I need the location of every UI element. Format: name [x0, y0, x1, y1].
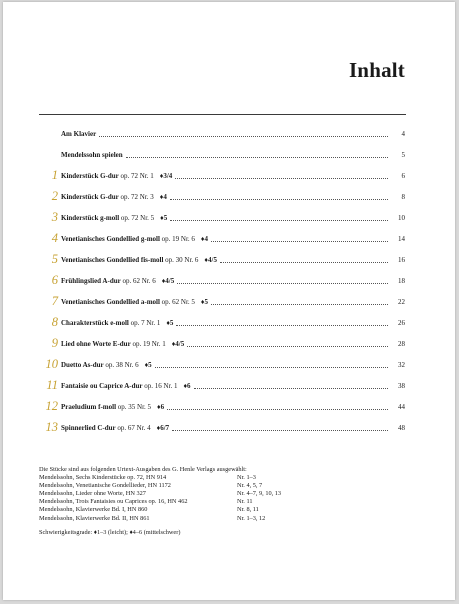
difficulty-legend: Schwierigkeitsgrade: ♦1–3 (leicht); ♦4–6 (mittelschwer)	[39, 528, 181, 536]
toc-entry-page: 8	[401, 192, 405, 201]
toc-entry-title: Duetto As-dur	[61, 360, 104, 369]
dot-leader	[187, 341, 388, 347]
toc-entry-opus: op. 19 Nr. 1	[132, 339, 166, 348]
toc-entry-page: 28	[398, 339, 405, 348]
toc-entry-opus: op. 30 Nr. 6	[165, 255, 199, 264]
toc-entry-difficulty: ♦4/5	[161, 276, 175, 285]
dot-leader	[172, 425, 388, 431]
toc-entry[interactable]	[39, 396, 405, 417]
toc-entry-opus: op. 72 Nr. 3	[120, 192, 154, 201]
toc-entry-difficulty: ♦4	[159, 192, 167, 201]
toc-entry-number: 7	[51, 294, 58, 309]
toc-entry[interactable]	[39, 165, 405, 186]
toc-entry-number: 6	[51, 273, 58, 288]
toc-entry-opus: op. 72 Nr. 5	[120, 213, 155, 222]
source-entry	[39, 515, 409, 523]
toc-entry-opus: op. 7 Nr. 1	[130, 318, 161, 327]
source-entry	[39, 490, 409, 498]
dot-leader	[194, 383, 388, 389]
toc-entry-number: 12	[45, 399, 58, 414]
toc-entry-title: Kinderstück G-dur	[61, 192, 119, 201]
toc-entry[interactable]	[39, 123, 405, 144]
toc-entry-difficulty: ♦4/5	[204, 255, 217, 264]
source-numbers: Nr. 1–3, 12	[237, 514, 266, 522]
toc-entry-number: 10	[45, 357, 58, 372]
toc-entry-number: 1	[51, 168, 58, 183]
toc-entry-title: Mendelssohn spielen	[61, 150, 123, 159]
toc-entry-difficulty: ♦5	[200, 297, 208, 306]
source-numbers: Nr. 11	[237, 498, 253, 506]
toc-entry-opus: op. 35 Nr. 5	[117, 402, 152, 411]
toc-entry-title: Am Klavier	[61, 129, 97, 138]
dot-leader	[176, 320, 388, 326]
toc-entry-page: 38	[398, 381, 405, 390]
dot-leader	[126, 152, 388, 158]
toc-entry-opus: op. 19 Nr. 6	[161, 234, 195, 243]
toc-entry-page: 14	[398, 234, 405, 243]
toc-entry[interactable]	[39, 249, 405, 270]
source-numbers: Nr. 1–3	[237, 474, 256, 482]
toc-entry-opus: op. 38 Nr. 6	[105, 360, 139, 369]
dot-leader	[211, 236, 388, 242]
toc-entry-difficulty: ♦5	[166, 318, 174, 327]
toc-entry[interactable]	[39, 144, 405, 165]
toc-entry[interactable]	[39, 354, 405, 375]
toc-entry[interactable]	[39, 186, 405, 207]
document-page	[3, 2, 455, 600]
toc-entry-page: 4	[401, 129, 405, 138]
toc-entry-opus: op. 67 Nr. 4	[117, 423, 151, 432]
toc-entry[interactable]	[39, 291, 405, 312]
toc-entry-number: 13	[45, 420, 58, 435]
source-entry	[39, 498, 409, 506]
toc-entry[interactable]	[39, 228, 405, 249]
toc-entry-number: 3	[51, 210, 58, 225]
toc-entry-title: Lied ohne Worte E-dur	[61, 339, 131, 348]
toc-entry-page: 6	[401, 171, 405, 180]
toc-entry-title: Kinderstück g-moll	[61, 213, 120, 222]
table-of-contents	[39, 123, 405, 438]
toc-entry-number: 11	[46, 378, 58, 393]
toc-entry-difficulty: ♦5	[160, 213, 168, 222]
sources-list	[39, 474, 409, 523]
toc-entry-number: 4	[51, 231, 58, 246]
toc-entry-number: 2	[51, 189, 58, 204]
toc-entry[interactable]	[39, 312, 405, 333]
toc-entry-number: 8	[51, 315, 58, 330]
toc-entry[interactable]	[39, 375, 405, 396]
toc-entry-page: 10	[398, 213, 405, 222]
dot-leader	[170, 215, 388, 221]
toc-entry-title: Venetianisches Gondellied fis-moll	[61, 255, 164, 264]
toc-entry-title: Spinnerlied C-dur	[61, 423, 116, 432]
toc-entry-page: 44	[398, 402, 405, 411]
toc-entry-page: 16	[398, 255, 405, 264]
toc-entry-opus: op. 62 Nr. 6	[122, 276, 156, 285]
dot-leader	[175, 173, 388, 179]
toc-entry-number: 5	[51, 252, 58, 267]
page-title: Inhalt	[348, 58, 405, 82]
toc-entry-page: 18	[398, 276, 405, 285]
toc-entry-title: Venetianisches Gondellied a-moll	[61, 297, 160, 306]
toc-entry-title: Frühlingslied A-dur	[61, 276, 121, 285]
dot-leader	[167, 404, 388, 410]
toc-entry-title: Fantaisie ou Caprice A-dur	[61, 381, 143, 390]
toc-entry[interactable]	[39, 270, 405, 291]
toc-entry-opus: op. 72 Nr. 1	[120, 171, 154, 180]
toc-entry-title: Praeludium f-moll	[61, 402, 117, 411]
sources-intro: Die Stücke sind aus folgenden Urtext-Ausgaben des G. Henle Verlags ausgewählt:	[39, 466, 247, 473]
toc-entry-page: 26	[398, 318, 405, 327]
toc-entry-difficulty: ♦4	[200, 234, 208, 243]
source-title: Mendelssohn, Venetianische Gondellieder, HN 1172	[39, 482, 171, 490]
source-entry	[39, 474, 409, 482]
toc-entry-page: 48	[398, 423, 405, 432]
source-numbers: Nr. 4, 5, 7	[237, 482, 263, 490]
toc-entry-difficulty: ♦6	[183, 381, 191, 390]
dot-leader	[155, 362, 388, 368]
toc-entry-page: 32	[398, 360, 405, 369]
source-entry	[39, 482, 409, 490]
source-title: Mendelssohn, Trois Fantaisies ou Caprices op. 16, HN 462	[39, 498, 188, 506]
source-title: Mendelssohn, Sechs Kinderstücke op. 72, HN 914	[39, 474, 167, 482]
title-rule	[39, 114, 406, 115]
dot-leader	[211, 299, 388, 305]
toc-entry-page: 5	[401, 150, 405, 159]
toc-entry-title: Venetianisches Gondellied g-moll	[61, 234, 160, 243]
toc-entry-difficulty: ♦6/7	[156, 423, 170, 432]
sources-section	[39, 466, 409, 537]
source-numbers: Nr. 8, 11	[237, 506, 259, 514]
dot-leader	[220, 257, 388, 263]
dot-leader	[170, 194, 388, 200]
toc-entry-title: Charakterstück e-moll	[61, 318, 129, 327]
toc-entry[interactable]	[39, 207, 405, 228]
toc-entry-page: 22	[398, 297, 405, 306]
toc-entry[interactable]	[39, 417, 405, 438]
source-title: Mendelssohn, Klavierwerke Bd. II, HN 861	[39, 514, 150, 522]
dot-leader	[99, 131, 388, 137]
toc-entry-title: Kinderstück G-dur	[61, 171, 119, 180]
toc-entry-difficulty: ♦6	[157, 402, 165, 411]
toc-entry-difficulty: ♦3/4	[159, 171, 173, 180]
source-title: Mendelssohn, Lieder ohne Worte, HN 327	[39, 490, 146, 498]
toc-entry-opus: op. 16 Nr. 1	[144, 381, 178, 390]
toc-entry-difficulty: ♦5	[144, 360, 152, 369]
toc-entry-opus: op. 62 Nr. 5	[161, 297, 195, 306]
toc-entry-difficulty: ♦4/5	[171, 339, 185, 348]
toc-entry[interactable]	[39, 333, 405, 354]
toc-entry-number: 9	[51, 336, 58, 351]
dot-leader	[177, 278, 388, 284]
source-title: Mendelssohn, Klavierwerke Bd. I, HN 860	[39, 506, 148, 514]
source-numbers: Nr. 4–7, 9, 10, 13	[237, 490, 282, 498]
source-entry	[39, 506, 409, 514]
